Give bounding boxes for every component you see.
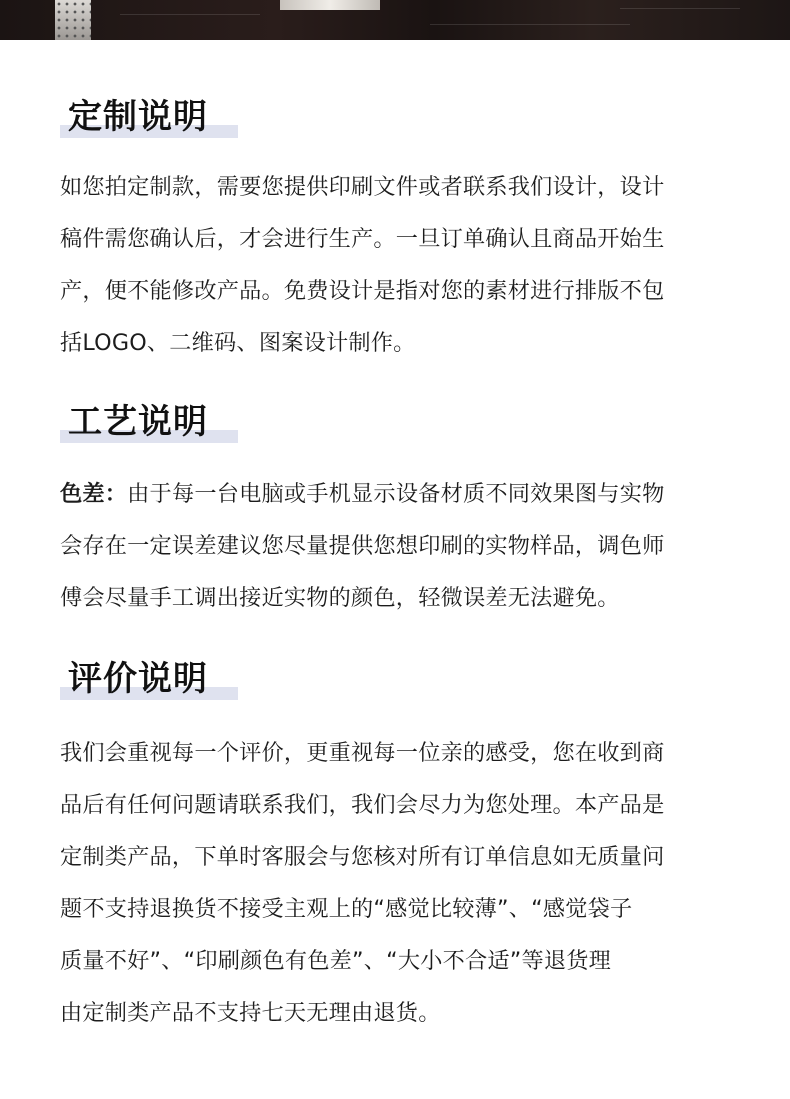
product-photo-fragment xyxy=(55,0,91,40)
section-paragraph xyxy=(60,727,750,1039)
product-photo-fragment xyxy=(280,0,380,10)
heading-text: 定制说明 xyxy=(68,97,208,137)
paragraph-line: 品后有任何问题请联系我们，我们会尽力为您处理。本产品是 xyxy=(60,792,665,818)
paragraph-line: 产，便不能修改产品。免费设计是指对您的素材进行排版不包 xyxy=(60,278,665,304)
heading-text: 工艺说明 xyxy=(68,402,208,442)
paragraph-line xyxy=(60,468,750,520)
section-paragraph xyxy=(60,468,750,624)
paragraph-line: 定制类产品，下单时客服会与您核对所有订单信息如无质量问 xyxy=(60,844,665,870)
paragraph-line: 括LOGO、二维码、图案设计制作。 xyxy=(60,330,416,356)
color-difference-label: 色差： xyxy=(60,481,128,507)
section-paragraph xyxy=(60,161,750,369)
banner-texture xyxy=(120,14,260,15)
top-banner-photo xyxy=(0,0,790,40)
paragraph-line-text: 由于每一台电脑或手机显示设备材质不同效果图与实物 xyxy=(127,481,665,507)
paragraph-line: 如您拍定制款，需要您提供印刷文件或者联系我们设计，设计 xyxy=(60,174,665,200)
paragraph-line: 稿件需您确认后，才会进行生产。一旦订单确认且商品开始生 xyxy=(60,226,665,252)
paragraph-line: 傅会尽量手工调出接近实物的颜色，轻微误差无法避免。 xyxy=(60,585,620,611)
banner-texture xyxy=(620,8,740,9)
banner-texture xyxy=(430,24,630,25)
paragraph-line: 会存在一定误差建议您尽量提供您想印刷的实物样品，调色师 xyxy=(60,533,665,559)
paragraph-line: 质量不好”、“印刷颜色有色差”、“大小不合适”等退货理 xyxy=(60,948,611,974)
paragraph-line: 由定制类产品不支持七天无理由退货。 xyxy=(60,1000,441,1026)
paragraph-line: 题不支持退换货不接受主观上的“感觉比较薄”、“感觉袋子 xyxy=(60,896,633,922)
paragraph-line: 我们会重视每一个评价，更重视每一位亲的感受，您在收到商 xyxy=(60,740,665,766)
heading-text: 评价说明 xyxy=(68,659,208,699)
